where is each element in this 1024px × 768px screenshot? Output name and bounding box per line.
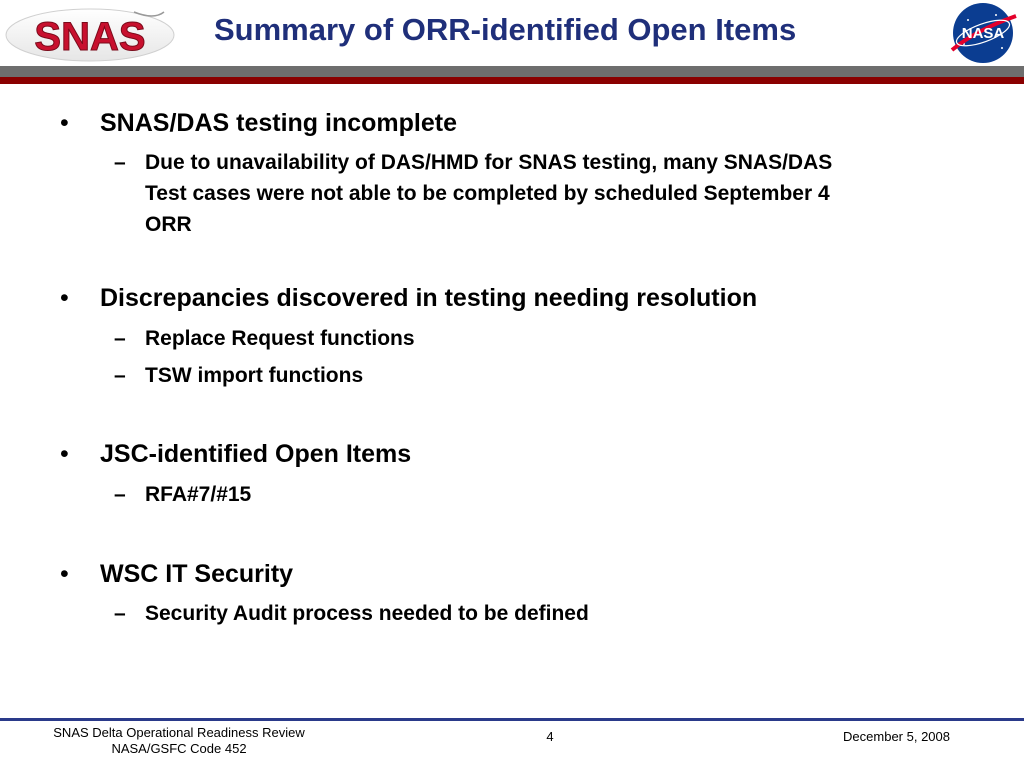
sub-item-text: Due to unavailability of DAS/HMD for SNAS testing, many SNAS/DAS Test cases were not able to be completed by scheduled September 4 ORR	[145, 151, 833, 236]
snas-logo-text: SNAS	[34, 15, 146, 59]
bullet-text: WSC IT Security	[100, 560, 294, 588]
dash-glyph: –	[114, 364, 126, 387]
bullet-glyph: •	[60, 109, 69, 137]
nasa-logo-text: NASA	[961, 25, 1005, 42]
header-divider-band	[0, 66, 1024, 84]
header-band-gray	[0, 66, 1024, 77]
dash-glyph: –	[114, 483, 126, 506]
slide-content	[0, 84, 1024, 714]
dash-glyph: –	[114, 602, 126, 625]
sub-item-text: RFA#7/#15	[145, 483, 252, 506]
header-band-red	[0, 77, 1024, 84]
bullet-text: SNAS/DAS testing incomplete	[100, 109, 457, 137]
bullet-glyph: •	[60, 560, 69, 588]
dash-glyph: –	[114, 327, 126, 350]
footer-line-1: SNAS Delta Operational Readiness Review	[53, 725, 305, 740]
nasa-meatball-logo	[946, 0, 1020, 66]
sub-item-text: TSW import functions	[145, 364, 364, 387]
footer-line-2: NASA/GSFC Code 452	[111, 741, 247, 756]
page-title: Summary of ORR-identified Open Items	[214, 12, 797, 47]
snas-logo	[4, 6, 176, 64]
page-number: 4	[546, 729, 554, 744]
footer-presentation-info	[34, 725, 324, 757]
sub-item-text: Security Audit process needed to be defined	[145, 602, 589, 625]
sub-item-text: Replace Request functions	[145, 327, 415, 350]
bullet-text: JSC-identified Open Items	[100, 440, 412, 468]
slide-header	[0, 0, 1024, 66]
footer-date: December 5, 2008	[843, 729, 950, 744]
bullet-text: Discrepancies discovered in testing needing resolution	[100, 284, 758, 312]
bullet-glyph: •	[60, 440, 69, 468]
footer-divider	[0, 718, 1024, 721]
dash-glyph: –	[114, 151, 126, 174]
bullet-glyph: •	[60, 284, 69, 312]
